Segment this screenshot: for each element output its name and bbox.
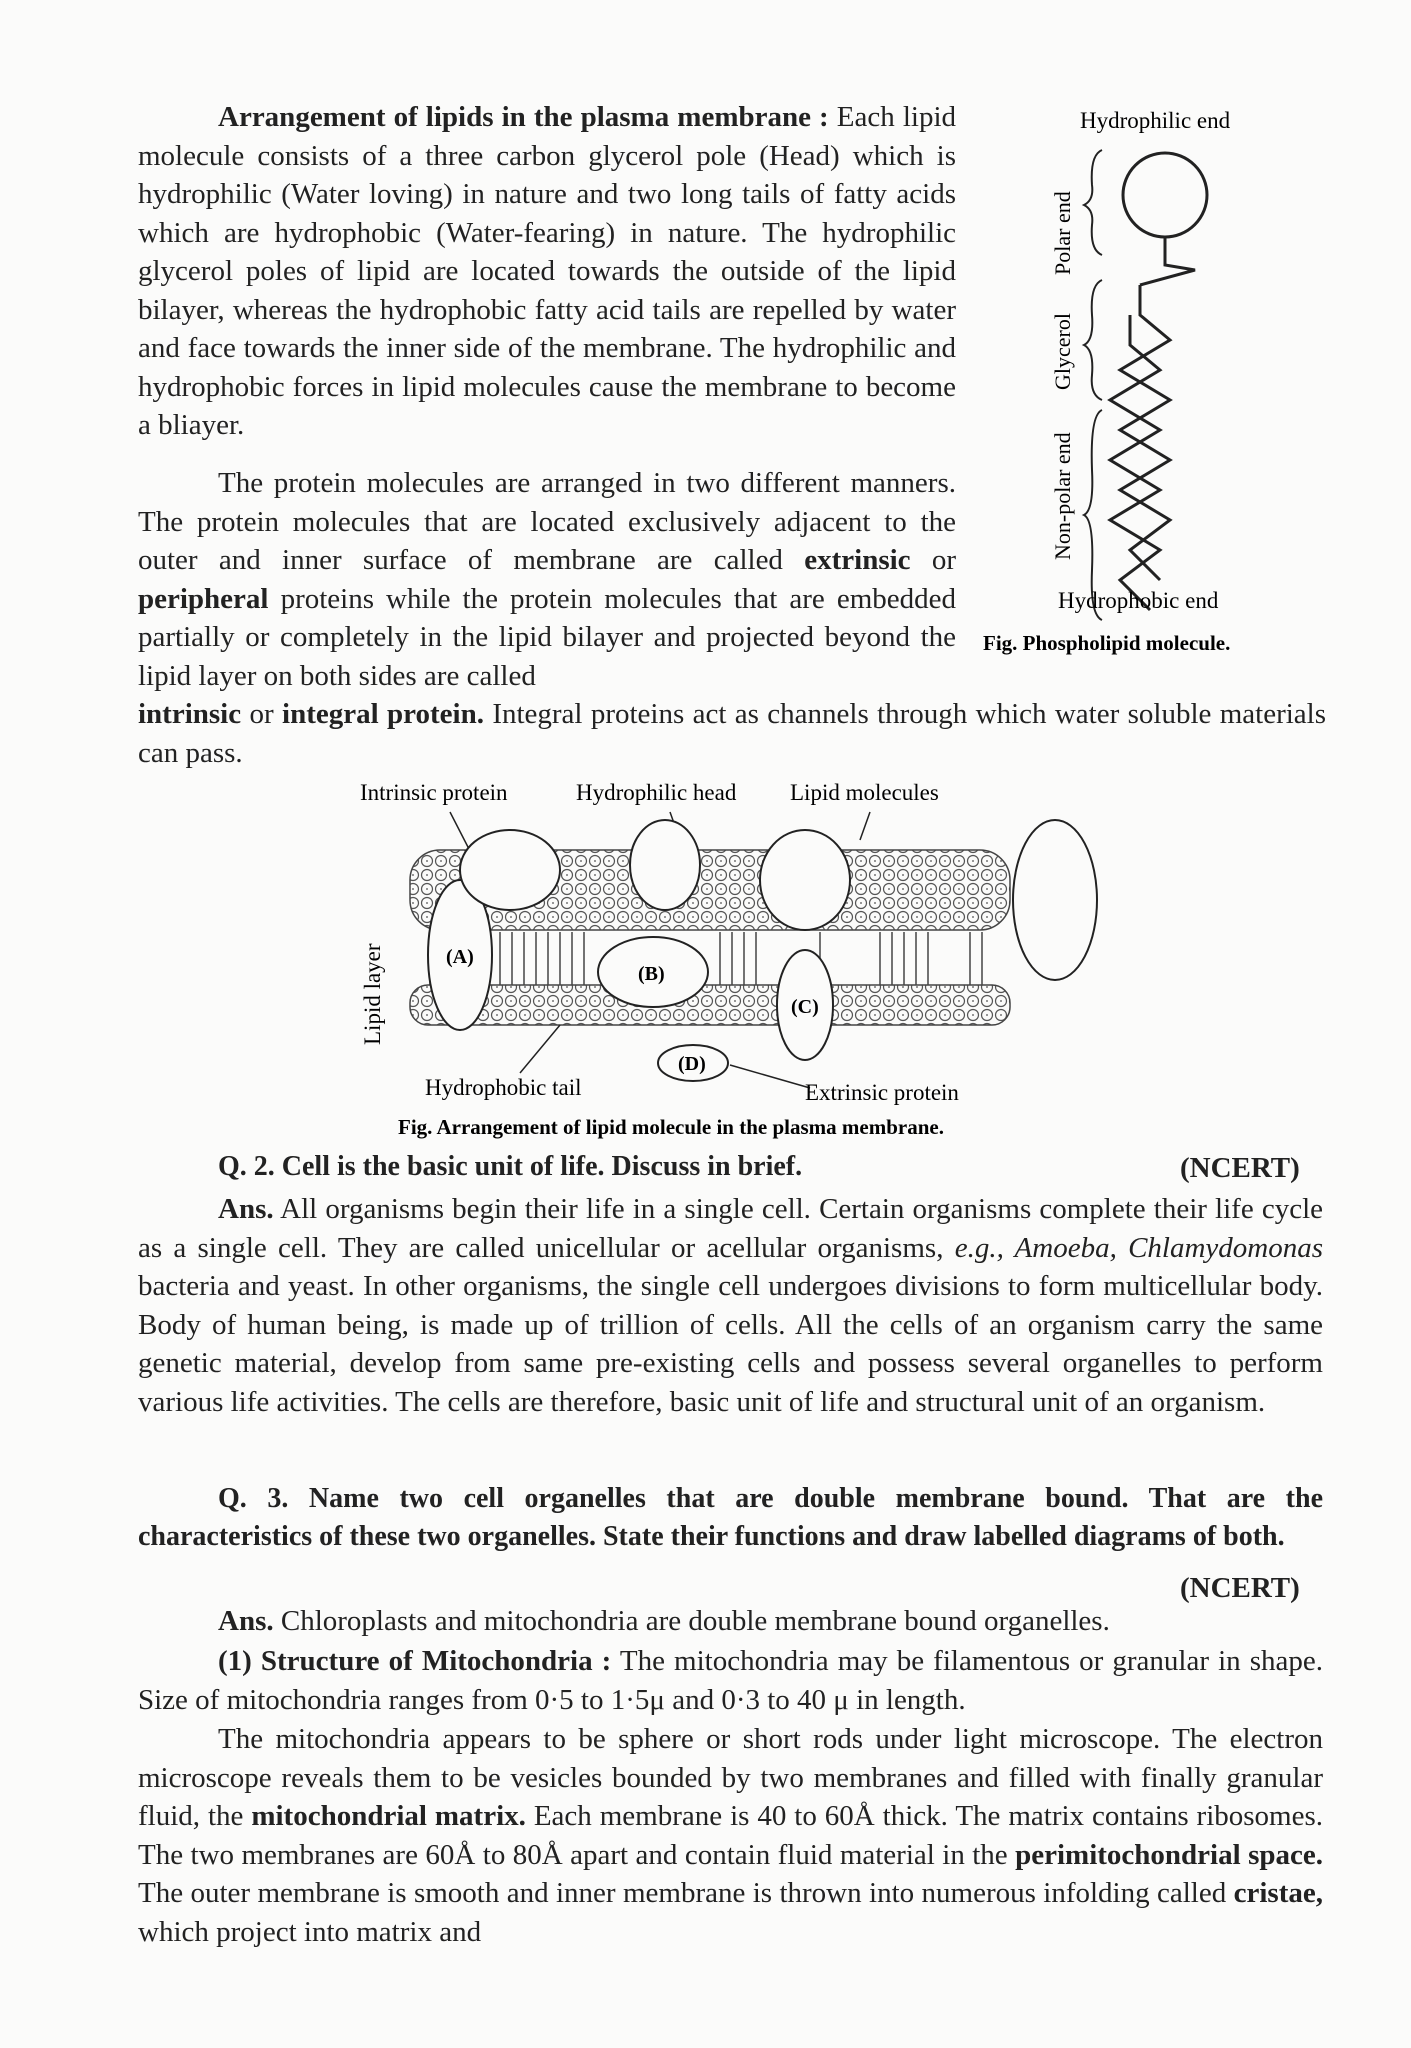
- glycerol-brace: [1084, 280, 1102, 400]
- lipid-layer-label: Lipid layer: [360, 943, 385, 1045]
- example-organisms: e.g., Amoeba, Chlamydomonas: [954, 1231, 1324, 1264]
- membrane-figure: [350, 770, 1080, 1140]
- mitochondria-paragraph: The mitochondria appears to be sphere or short rods under light microscope. The electron microscope reveals them to be vesicles bounded by two membranes and filled with finally granular fluid, the mitochondrial matrix. Each membrane is 40 to 60Å thick. The matrix contains ribosomes. The two membranes are 60Å to 80Å apart and contain fluid material in the perimitochondrial space. The outer membrane is smooth and inner membrane is thrown into numerous infolding called cristae, which project into matrix and: [138, 1723, 1324, 1948]
- right-intrinsic-protein: [1013, 820, 1097, 980]
- phospholipid-caption: Fig. Phospholipid molecule.: [983, 631, 1231, 655]
- term-mitochondrial-matrix: mitochondrial matrix.: [251, 1800, 526, 1832]
- term-integral: integral protein.: [282, 698, 484, 730]
- term-peripheral: peripheral: [138, 582, 269, 615]
- membrane-caption: Fig. Arrangement of lipid molecule in the plasma membrane.: [398, 1115, 944, 1139]
- label-d: (D): [678, 1053, 706, 1075]
- phospholipid-figure: [983, 90, 1340, 680]
- intrinsic-protein-top: [460, 830, 560, 910]
- hydrophobic-end-label: Hydrophobic end: [1058, 588, 1219, 613]
- glycerol-label: Glycerol: [1050, 313, 1075, 390]
- q2-answer: Ans. All organisms begin their life in a single cell. Certain organisms complete their life cycle as a single cell. They are called unicellular or acellular organisms, e.g., Amoeba, Chlamydomonas bacteria and yeast. In other organisms, the single cell undergoes divisions to form multicellular body. Body of human being, is made up of trillion of cells. All the cells of an organism carry the same genetic material, develop from same pre-existing cells and possess several organelles to perform various life activities. The cells are therefore, basic unit of life and structural unit of an organism.: [138, 1193, 1324, 1418]
- ans-label: Ans.: [218, 1605, 274, 1637]
- surface-protein: [760, 830, 850, 930]
- label-b: (B): [638, 963, 665, 985]
- term-perimitochondrial-space: perimitochondrial space.: [1015, 1838, 1324, 1871]
- hydrophilic-head-label: Hydrophilic head: [576, 780, 737, 805]
- hydrophilic-head-protein: [630, 820, 700, 910]
- section-heading: Arrangement of lipids in the plasma membrane :: [218, 101, 829, 133]
- ans-label: Ans.: [218, 1193, 274, 1225]
- inner-head-layer: [410, 985, 1010, 1025]
- hydrophobic-tail-label: Hydrophobic tail: [425, 1075, 582, 1100]
- q3-answer: Ans. Chloroplasts and mitochondria are double membrane bound organelles.: [218, 1605, 1110, 1637]
- glycerol-head-circle: [1123, 153, 1207, 237]
- intrinsic-protein-label: Intrinsic protein: [360, 780, 508, 805]
- lipid-leader-line: [860, 812, 870, 840]
- polar-end-label: Polar end: [1050, 191, 1075, 275]
- q3-question: Q. 3. Name two cell organelles that are double membrane bound. That are the characteristics of these two organelles. State their functions and draw labelled diagrams of both.: [138, 1483, 1323, 1552]
- term-intrinsic: intrinsic: [138, 698, 242, 730]
- q3-source: (NCERT): [1180, 1572, 1300, 1604]
- term-extrinsic: extrinsic: [804, 544, 911, 576]
- hydrophilic-end-label: Hydrophilic end: [1080, 108, 1231, 133]
- extrinsic-leader-line: [730, 1065, 810, 1088]
- fatty-acid-tail-2: [1110, 315, 1160, 610]
- protein-arrangement-paragraph: The protein molecules are arranged in two different manners. The protein molecules that are located exclusively adjacent to the outer and inner surface of membrane are called extrinsic or peripheral proteins while the protein molecules that are embedded partially or completely in the lipid bilayer and projected beyond the lipid layer on both sides are called: [138, 467, 957, 692]
- extrinsic-protein-label: Extrinsic protein: [805, 1080, 959, 1105]
- q2-question: Q. 2. Cell is the basic unit of life. Discuss in brief.: [218, 1151, 803, 1182]
- polar-end-brace: [1084, 150, 1102, 255]
- non-polar-end-label: Non-polar end: [1050, 432, 1075, 560]
- q2-source: (NCERT): [1180, 1152, 1300, 1184]
- head-neck-line: [1140, 237, 1195, 285]
- label-a: (A): [446, 946, 474, 968]
- lipid-molecules-label: Lipid molecules: [790, 780, 939, 805]
- fatty-acid-tail-1: [1120, 285, 1170, 580]
- paragraph-text: Each lipid molecule consists of a three carbon glycerol pole (Head) which is hydrophilic (Water loving) in nature and two long tails of fatty acids which are hydrophobic (Water-fearing) in nature. The hydrophilic glycerol poles of lipid are located towards the outside of the lipid bilayer, whereas the hydrophobic fatty acid tails are repelled by water and face towards the inner side of the membrane. The hydrophilic and hydrophobic forces in lipid molecules cause the membrane to become a bliayer.: [138, 101, 957, 441]
- mitochondria-heading: (1) Structure of Mitochondria :: [218, 1645, 612, 1677]
- term-cristae: cristae,: [1233, 1877, 1323, 1909]
- tail-leader-line: [520, 1025, 560, 1073]
- mitochondria-structure: (1) Structure of Mitochondria : The mitochondria may be filamentous or granular in shape. Size of mitochondria ranges from 0·5 to 1·5μ and 0·3 to 40 μ in length.: [138, 1645, 1323, 1716]
- integral-protein-line: intrinsic or integral protein. Integral proteins act as channels through which water soluble materials can pass.: [138, 698, 1327, 769]
- lipid-arrangement-paragraph: [138, 98, 956, 445]
- label-c: (C): [791, 996, 819, 1018]
